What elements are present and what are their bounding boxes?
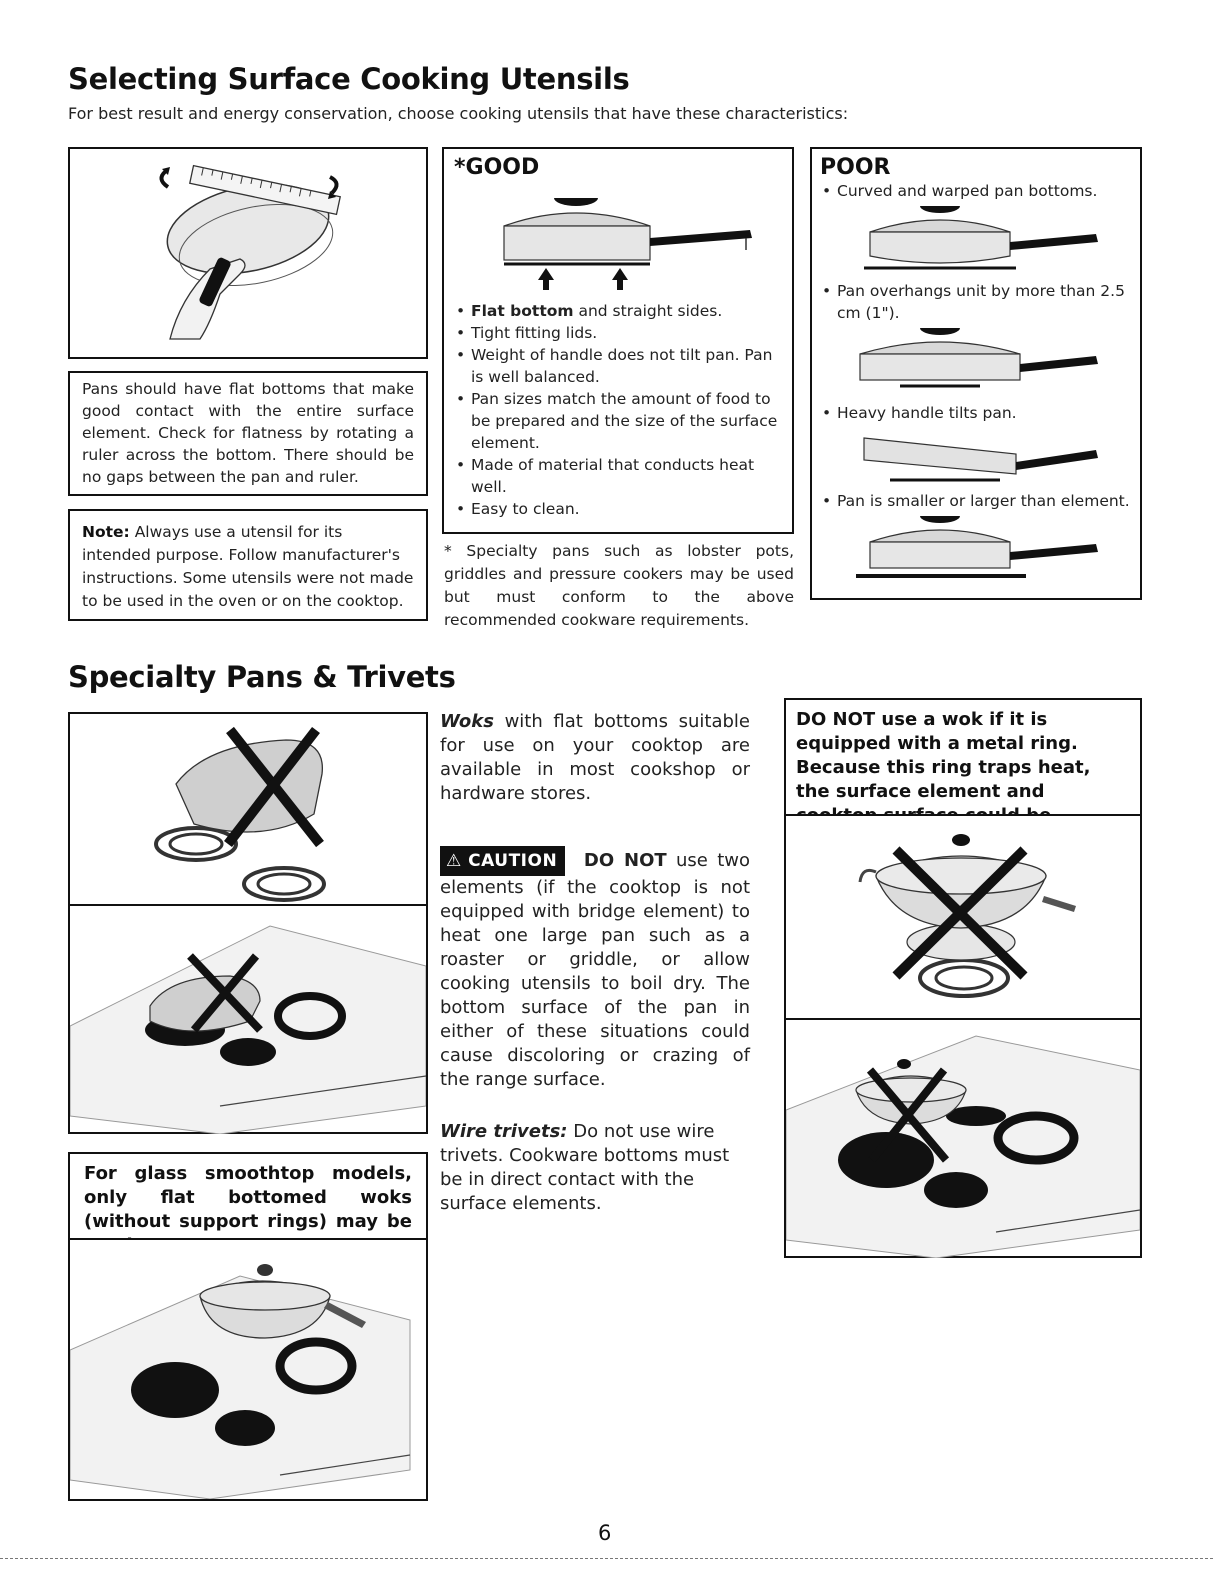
good-pan-illustration — [454, 184, 784, 294]
good-list — [454, 300, 782, 520]
page-number: 6 — [598, 1521, 612, 1545]
trivets-label: Wire trivets: — [440, 1121, 568, 1142]
poor-list-3 — [820, 402, 1132, 424]
poor-list-2 — [820, 280, 1132, 324]
good-item: • Pan sizes match the amount of food to be prepared and the size of the surface element. — [454, 388, 782, 454]
poor-box — [810, 147, 1142, 600]
flat-wok-illustration-box — [68, 1238, 428, 1501]
poor-title: POOR — [820, 155, 891, 180]
wok-ring-illustrations-box — [784, 814, 1142, 1258]
overhang-pan-illustration — [820, 324, 1136, 396]
roaster-illustrations-box — [68, 712, 428, 1134]
good-item: • Easy to clean. — [454, 498, 782, 520]
footer-divider — [0, 1558, 1213, 1560]
glass-note-text: For glass smoothtop models, only flat bottomed woks (without support rings) may be — [84, 1163, 412, 1232]
flatness-text: Pans should have flat bottoms that make good contact with the entire surface element. Check for flatness by rotating a ruler across the bottom. There should be no gaps between the pan and ruler. — [82, 380, 414, 486]
trivets-text: Do not use wire trivets. Cookware bottoms must be in direct contact with the surface elements. — [440, 1121, 730, 1214]
poor-item: • Heavy handle tilts pan. — [820, 402, 1132, 424]
intro-text: For best result and energy conservation, choose cooking utensils that have these characteristics: — [68, 104, 849, 123]
poor-list-4 — [820, 490, 1132, 512]
poor-item: • Curved and warped pan bottoms. — [820, 180, 1132, 202]
good-box — [442, 147, 794, 534]
size-mismatch-pan-illustration — [820, 512, 1136, 584]
woks-paragraph — [440, 710, 750, 806]
roaster-on-coil-illustration — [70, 714, 426, 904]
good-item: • Weight of handle does not tilt pan. Pan is well balanced. — [454, 344, 782, 388]
flatness-text-box — [68, 371, 428, 496]
wok-with-ring-on-coil-illustration — [786, 816, 1140, 1018]
note-box — [68, 509, 428, 621]
good-title: *GOOD — [454, 155, 540, 180]
page-title: Selecting Surface Cooking Utensils — [68, 62, 630, 96]
section-title-specialty: Specialty Pans & Trivets — [68, 660, 456, 694]
caution-bold: DO NOT — [583, 850, 667, 871]
specialty-footnote: * Specialty pans such as lobster pots, griddles and pressure cookers may be used but must conform to the above recommended cookware requirements. — [444, 542, 794, 629]
caution-text: use two elements (if the cooktop is not equipped with bridge element) to heat one large pan such as a roaster or griddle, or allow cooking utensils to boil dry. The bottom surface of the pan in either of these situations could cause discoloring or crazing of the range surface. — [440, 850, 750, 1090]
woks-text: with flat bottoms suitable for use on your cooktop are available in most cookshop or hardware stores. — [440, 711, 750, 804]
roaster-on-smoothtop-illustration — [70, 906, 426, 1134]
caution-badge: ⚠ CAUTION — [440, 846, 565, 876]
flat-wok-on-smoothtop-illustration — [70, 1240, 426, 1499]
poor-item: • Pan is smaller or larger than element. — [820, 490, 1132, 512]
wok-on-smoothtop-crossed-illustration — [786, 1020, 1140, 1258]
note-label: Note: — [82, 523, 130, 541]
tilted-pan-illustration — [820, 424, 1136, 486]
caution-paragraph — [440, 846, 750, 1092]
poor-list — [820, 180, 1132, 202]
note-text — [82, 521, 414, 613]
good-item: • Made of material that conducts heat well. — [454, 454, 782, 498]
trivets-paragraph — [440, 1120, 750, 1216]
woks-label: Woks — [440, 711, 494, 732]
note-body: Always use a utensil for its intended purpose. Follow manufacturer's instructions. Some utensils were not made to be used in the oven or on the cooktop. — [82, 523, 414, 610]
glass-note-box — [68, 1152, 428, 1240]
poor-item: • Pan overhangs unit by more than 2.5 cm (1"). — [820, 280, 1132, 324]
wok-ring-warning-box — [784, 698, 1142, 816]
ruler-illustration-box — [68, 147, 428, 359]
ruler-check-illustration — [70, 149, 426, 357]
curved-bottom-pan-illustration — [820, 202, 1136, 274]
wok-ring-warning-text: DO NOT use a wok if it is equipped with a metal ring. Because this ring traps heat, the surface element and — [796, 709, 1091, 802]
good-item: • Tight fitting lids. — [454, 322, 782, 344]
good-item: • Flat bottom and straight sides. — [454, 300, 782, 322]
